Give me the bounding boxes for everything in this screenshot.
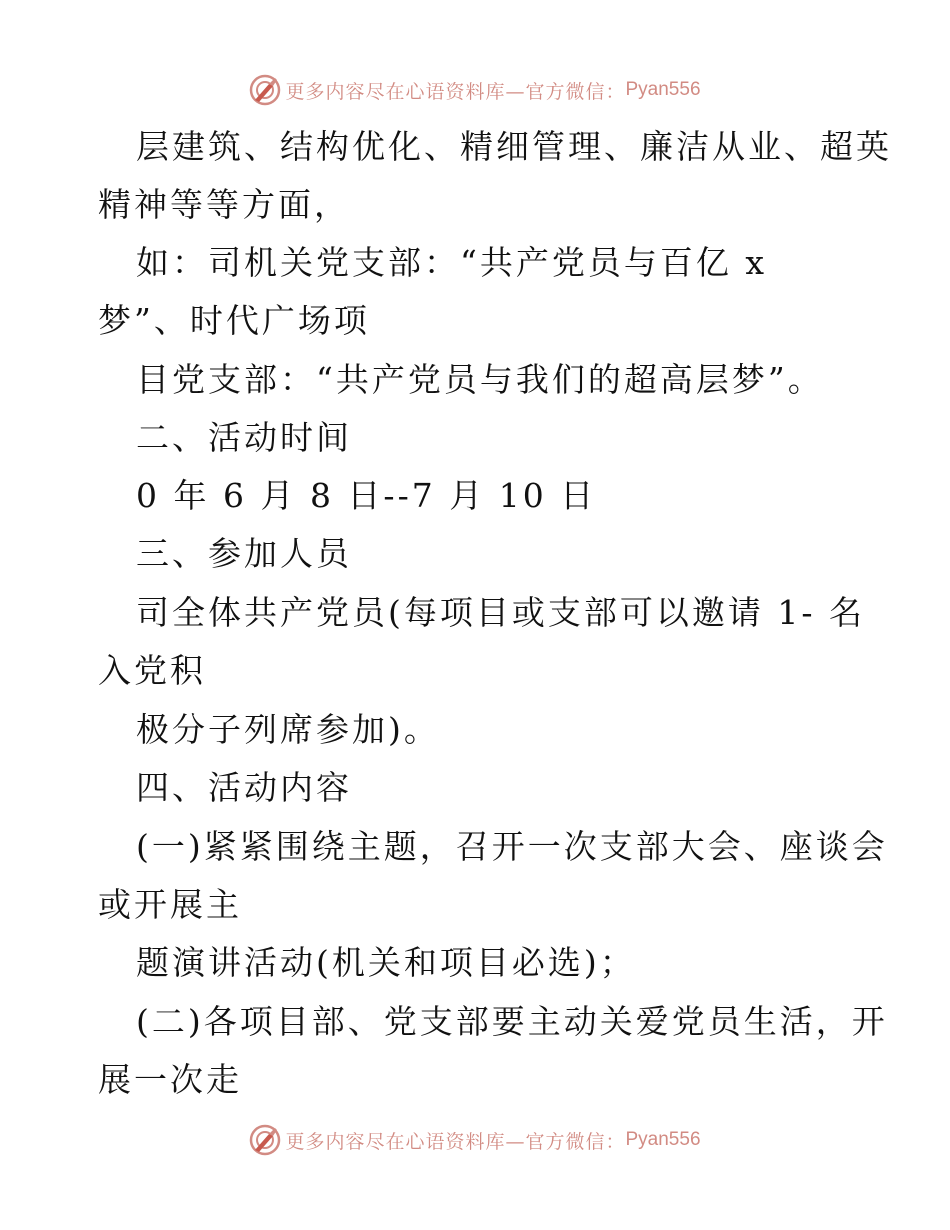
watermark-handle: Pyan556 (625, 79, 701, 100)
section-heading-participants: 三、参加人员 (136, 534, 352, 573)
body-line-9: 司全体共产党员(每项目或支部可以邀请 1- 名 (136, 593, 865, 632)
watermark-handle: Pyan556 (625, 1129, 701, 1150)
body-line-3: 如：司机关党支部：“共产党员与百亿 x (136, 243, 767, 282)
body-line-5: 目党支部：“共产党员与我们的超高层梦”。 (136, 360, 824, 399)
section-heading-time: 二、活动时间 (136, 418, 352, 457)
pen-logo-icon (249, 74, 281, 106)
body-line-14: 或开展主 (98, 885, 242, 924)
body-line-10: 入党积 (98, 651, 206, 690)
footer-watermark (0, 1120, 950, 1160)
body-line-11: 极分子列席参加)。 (136, 710, 440, 749)
body-line-17: 展一次走 (98, 1060, 242, 1099)
section-heading-content: 四、活动内容 (136, 768, 352, 807)
body-line-2: 精神等等方面， (98, 185, 350, 224)
pen-logo-icon (249, 1124, 281, 1156)
body-line-1: 层建筑、结构优化、精细管理、廉洁从业、超英 (136, 127, 892, 166)
body-line-15: 题演讲活动(机关和项目必选)； (136, 943, 636, 982)
header-watermark (0, 70, 950, 110)
watermark-text: 更多内容尽在心语资料库—官方微信： (285, 80, 626, 103)
body-line-4: 梦”、时代广场项 (98, 301, 370, 340)
body-line-16: (二)各项目部、党支部要主动关爱党员生活，开 (136, 1002, 888, 1041)
body-line-13: (一)紧紧围绕主题，召开一次支部大会、座谈会 (136, 827, 888, 866)
watermark-text: 更多内容尽在心语资料库—官方微信： (285, 1130, 626, 1153)
body-line-date: 0 年 6 月 8 日--7 月 10 日 (136, 476, 597, 515)
